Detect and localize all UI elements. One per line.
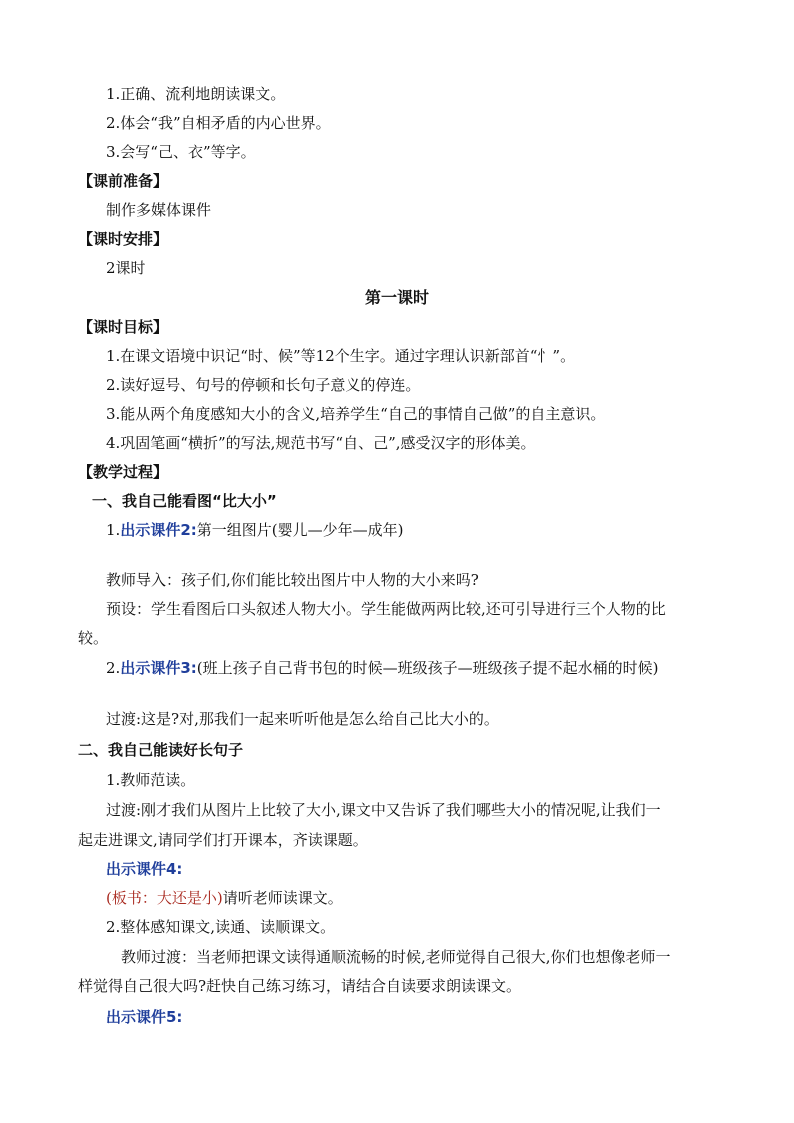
- process-heading: 【教学过程】: [78, 463, 169, 481]
- transition-3-line-1: 教师过渡：当老师把课文读得通顺流畅的时候,老师觉得自己很大,你们也想像老师一: [121, 948, 671, 966]
- slide-label: 出示课件2:: [120, 521, 197, 539]
- step-number: 2.: [106, 659, 121, 677]
- step-text: (班上孩子自己背书包的时候—班级孩子—班级孩子提不起水桶的时候): [196, 659, 659, 677]
- transition-2-line-2: 起走进课文,请同学们打开课本，齐读课题。: [78, 831, 368, 849]
- part2-title: 二、我自己能读好长句子: [78, 741, 244, 759]
- step-overall: 2.整体感知课文,读通、读顺课文。: [106, 918, 336, 936]
- goal-item-2: 2.体会“我”自相矛盾的内心世界。: [106, 114, 331, 132]
- schedule-heading: 【课时安排】: [78, 230, 169, 248]
- slide-label-4: 出示课件4:: [106, 860, 183, 878]
- step-slide-3: [106, 654, 746, 683]
- step-teacher-read: 1.教师范读。: [106, 771, 196, 789]
- preset-line-2: 较。: [78, 629, 109, 647]
- lesson-goals-heading: 【课时目标】: [78, 318, 169, 336]
- teacher-intro: 教师导入：孩子们,你们能比较出图片中人物的大小来吗?: [106, 571, 479, 589]
- lesson-goal-1: 1.在课文语境中识记“时、候”等12个生字。通过字理认识新部首“忄”。: [106, 347, 576, 365]
- lesson-goal-4: 4.巩固笔画“横折”的写法,规范书写“自、己”,感受汉字的形体美。: [106, 434, 536, 452]
- step-slide-2: [106, 516, 746, 545]
- lesson-goal-2: 2.读好逗号、句号的停顿和长句子意义的停连。: [106, 376, 421, 394]
- part1-title: 一、我自己能看图“比大小”: [92, 492, 277, 510]
- goal-item-3: 3.会写“己、衣”等字。: [106, 143, 256, 161]
- lesson-title: 第一课时: [364, 288, 429, 307]
- schedule-content: 2课时: [106, 259, 146, 277]
- lesson-goal-3: 3.能从两个角度感知大小的含义,培养学生“自己的事情自己做”的自主意识。: [106, 405, 606, 423]
- preset-line-1: 预设：学生看图后口头叙述人物大小。学生能做两两比较,还可引导进行三个人物的比: [106, 600, 666, 618]
- slide-label-5: 出示课件5:: [106, 1008, 183, 1026]
- step-text: 第一组图片(婴儿—少年—成年): [196, 521, 404, 539]
- prep-heading: 【课前准备】: [78, 172, 169, 190]
- step-number: 1.: [106, 521, 121, 539]
- board-line: [106, 884, 746, 913]
- transition-1: 过渡:这是?对,那我们一起来听听他是怎么给自己比大小的。: [106, 710, 499, 728]
- board-after-text: 请听老师读课文。: [222, 889, 343, 907]
- board-note: (板书：大还是小): [106, 889, 223, 907]
- slide-label: 出示课件3:: [120, 659, 197, 677]
- goal-item-1: 1.正确、流利地朗读课文。: [106, 85, 286, 103]
- transition-3-line-2: 样觉得自己很大吗?赶快自己练习练习，请结合自读要求朗读课文。: [78, 977, 522, 995]
- prep-content: 制作多媒体课件: [106, 201, 212, 219]
- transition-2-line-1: 过渡:刚才我们从图片上比较了大小,课文中又告诉了我们哪些大小的情况呢,让我们一: [106, 801, 661, 819]
